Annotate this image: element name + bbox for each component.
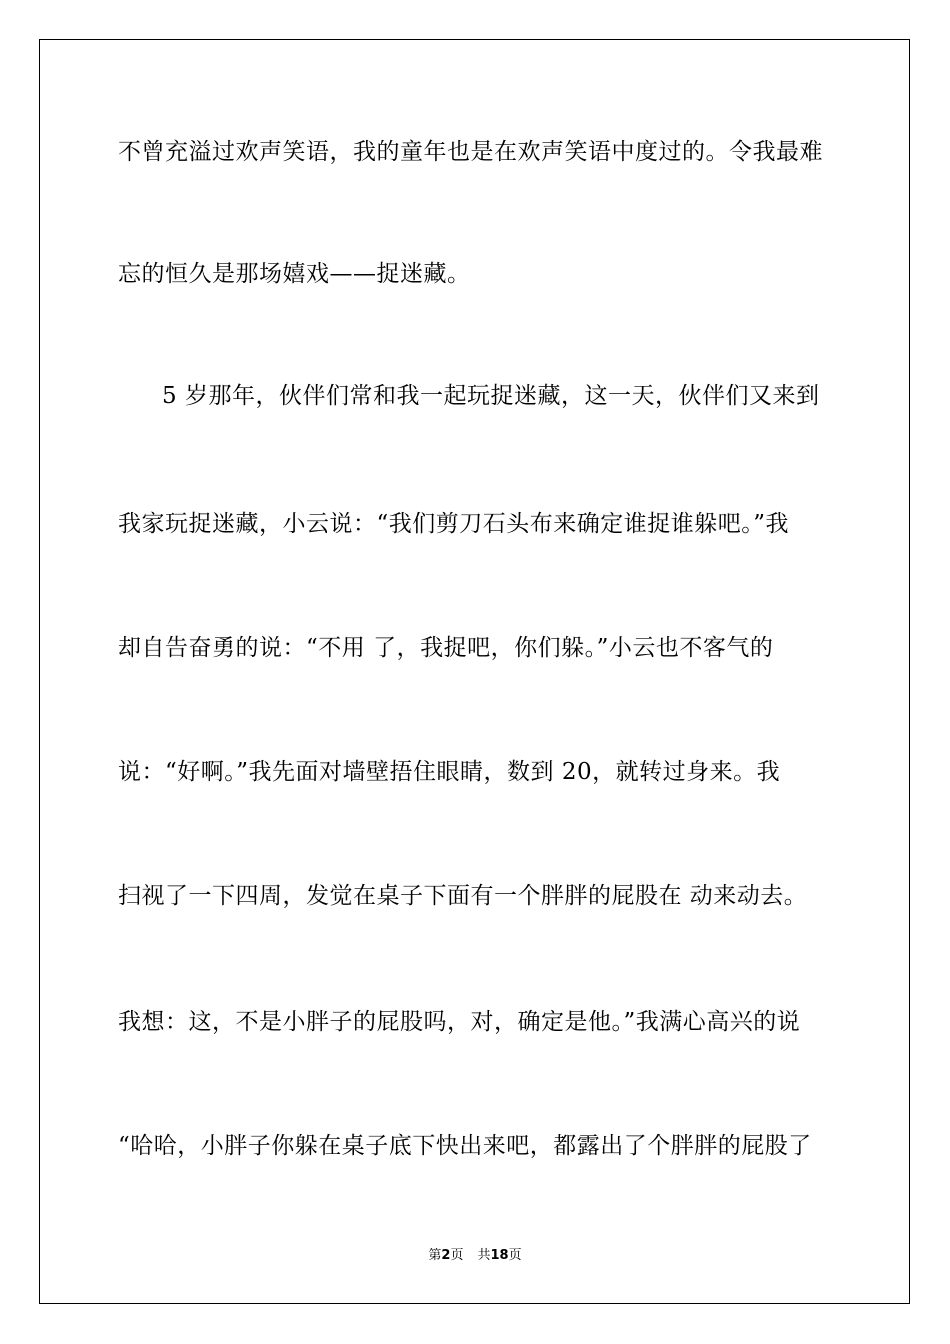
body-line-4: 我家玩捉迷藏，小云说：“我们剪刀石头布来确定谁捉谁躲吧。”我 <box>118 511 790 537</box>
body-line-9: “哈哈，小胖子你躲在桌子底下快出来吧，都露出了个胖胖的屁股了 <box>118 1133 812 1159</box>
footer-total-suffix: 页 <box>508 1248 522 1263</box>
body-line-2: 忘的恒久是那场嬉戏——捉迷藏。 <box>118 261 471 287</box>
body-line-5: 却自告奋勇的说：“不用 了，我捉吧，你们躲。”小云也不客气的 <box>118 635 774 661</box>
body-line-7: 扫视了一下四周，发觉在桌子下面有一个胖胖的屁股在 动来动去。 <box>118 883 808 909</box>
body-line-8: 我想：这，不是小胖子的屁股吗，对，确定是他。”我满心高兴的说 <box>118 1009 801 1035</box>
body-line-3: 5 岁那年，伙伴们常和我一起玩捉迷藏，这一天，伙伴们又来到 <box>162 383 820 409</box>
body-line-6: 说：“好啊。”我先面对墙壁捂住眼睛，数到 20，就转过身来。我 <box>118 759 781 785</box>
footer-page-number: 2 <box>441 1248 451 1263</box>
footer-page-suffix: 页 <box>450 1248 464 1263</box>
footer-total-prefix: 共 <box>477 1248 491 1263</box>
page-footer <box>0 1246 950 1266</box>
footer-total-pages: 18 <box>490 1248 509 1263</box>
footer-page-prefix: 第 <box>428 1248 442 1263</box>
body-line-1: 不曾充溢过欢声笑语，我的童年也是在欢声笑语中度过的。令我最难 <box>118 139 823 165</box>
page-frame <box>39 39 910 1304</box>
